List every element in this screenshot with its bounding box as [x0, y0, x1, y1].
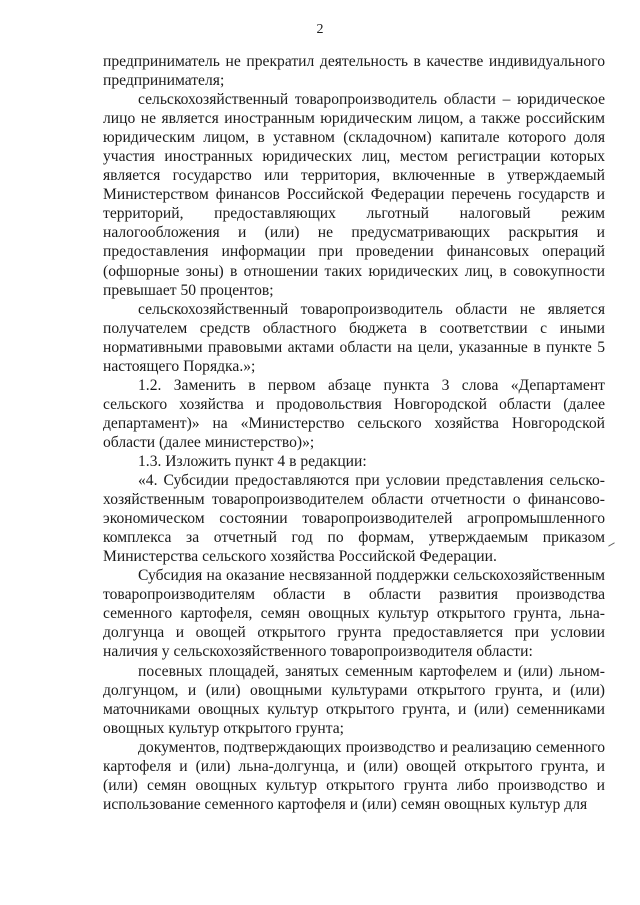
- margin-mark: [608, 542, 615, 546]
- paragraph-item-1-2: 1.2. Заменить в первом абзаце пункта 3 слова «Департамент сельского хозяйства и продовольствия Новгородской области (далее департамент)» на «Министерство сельского хозяйства Новгородской области (далее министерство)»;: [103, 376, 605, 451]
- paragraph-legal-entity-condition: сельскохозяйственный товаропроизводитель области – юридическое лицо не является иностранным юридическим лицом, а также российским юридическим лицом, в уставном (складочном) капитале которого доля участия иностранных юридических лиц, местом регистрации которых является государство или территория, включенные в утверждаемый Министерством финансов Российской Федерации перечень государств и территорий, предоставляющих льготный налоговый режим налогообложения и (или) не предусматривающих раскрытия и предоставления информации при проведении финансовых операций (офшорные зоны) в отношении таких юридических лиц, в совокупности превышает 50 процентов;: [103, 91, 605, 299]
- paragraph-budget-recipient-condition: сельскохозяйственный товаропроизводитель области не является получателем средств областного бюджета в соответствии с иными нормативными правовыми актами области на цели, указанные в пункте 5 настоящего Порядка.»;: [103, 300, 605, 375]
- paragraph-sown-areas: посевных площадей, занятых семенным картофелем и (или) льном-долгунцом, и (или) овощными культурами открытого грунта, и (или) маточниками овощных культур открытого грунта, и (или) семенниками овощных культур открытого грунта;: [103, 662, 605, 737]
- paragraph-continuation: предприниматель не прекратил деятельность в качестве индивидуального предпринимателя;: [103, 53, 605, 90]
- paragraph-item-1-3: 1.3. Изложить пункт 4 в редакции:: [138, 452, 367, 470]
- page-number: 2: [316, 22, 324, 37]
- document-body: [103, 52, 605, 814]
- paragraph-item-4: «4. Субсидии предоставляются при условии представления сельско-хозяйственным товаропроизводителем области отчетности о финансово-экономическом состоянии товаропроизводителей агропромышленного комплекса за отчетный год по формам, утверждаемым приказом Министерства сельского хозяйства Российской Федерации.: [103, 472, 605, 566]
- paragraph-subsidy-condition: Субсидия на оказание несвязанной поддержки сельскохозяйственным товаропроизводителям области в области развития производства семенного картофеля, семян овощных культур открытого грунта, льна-долгунца и овощей открытого грунта предоставляется при условии наличия у сельскохозяйственного товаропроизводителя области:: [103, 567, 605, 661]
- paragraph-documents: документов, подтверждающих производство и реализацию семенного картофеля и (или) льна-долгунца, и (или) овощей открытого грунта, и (или) семян овощных культур открытого грунта либо производство и использование семенного картофеля и (или) семян овощных культур для: [103, 738, 605, 813]
